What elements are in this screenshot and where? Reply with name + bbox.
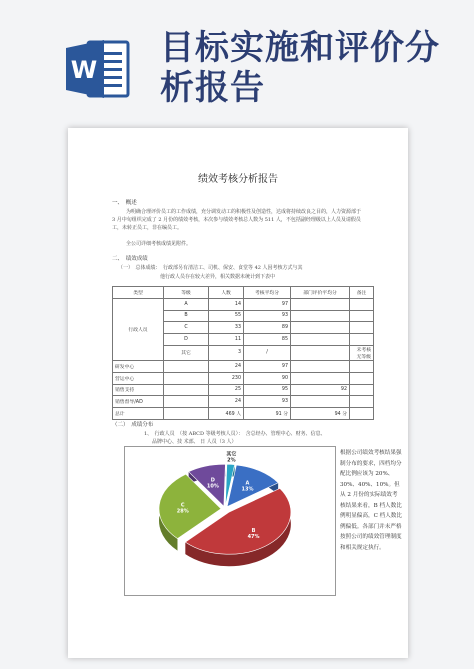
dept-cell	[291, 372, 350, 384]
dept-cell	[291, 334, 350, 346]
score-cell: 85	[244, 334, 291, 346]
grade-cell	[164, 396, 209, 408]
col-type: 类型	[113, 287, 164, 299]
document-title: 绩效考核分析报告	[198, 174, 278, 185]
score-cell: 97	[244, 360, 291, 372]
pie-chart	[125, 447, 335, 595]
note-cell	[350, 396, 374, 408]
score-cell: /	[244, 345, 291, 360]
type-cell: 研发中心	[113, 360, 164, 372]
dept-cell	[291, 396, 350, 408]
distribution-heading: （二） 成绩分布	[112, 422, 154, 428]
note-cell: 未考核无等级	[350, 345, 374, 360]
dept-cell	[291, 360, 350, 372]
grade-cell: A	[164, 298, 209, 310]
count-cell: 230	[209, 372, 244, 384]
count-cell: 33	[209, 322, 244, 334]
pie-value-B: 47%	[247, 534, 260, 541]
count-cell: 11	[209, 334, 244, 346]
type-cell: 营运中心	[113, 372, 164, 384]
section2-heading: 二、 绩效成绩	[112, 256, 148, 262]
count-cell: 469 人	[209, 408, 244, 420]
grade-cell: B	[164, 310, 209, 322]
table-total-row	[113, 408, 374, 420]
pie-chart-frame	[124, 446, 336, 596]
pie-label-C: C	[180, 502, 185, 509]
type-cell: 销售督导/AD	[113, 396, 164, 408]
document-page	[68, 128, 408, 658]
section1-note: 全公司详细考核成绩见附件。	[126, 241, 192, 247]
pie-label-A: A	[245, 480, 250, 487]
section1-heading: 一、 概述	[112, 200, 137, 206]
col-note: 备注	[350, 287, 374, 299]
table-row	[113, 360, 374, 372]
pie-value-C: 28%	[176, 508, 189, 515]
grade-cell	[164, 384, 209, 396]
note-cell	[350, 298, 374, 310]
note-cell	[350, 384, 374, 396]
type-cell: 销售支持	[113, 384, 164, 396]
grade-cell: C	[164, 322, 209, 334]
note-cell	[350, 408, 374, 420]
col-grade: 等级	[164, 287, 209, 299]
grade-cell	[164, 360, 209, 372]
pie-label-B: B	[251, 528, 256, 535]
count-cell: 24	[209, 396, 244, 408]
dept-cell	[291, 345, 350, 360]
dept-cell	[291, 322, 350, 334]
grade-cell: D	[164, 334, 209, 346]
pie-value-A: 13%	[241, 486, 254, 493]
dept-cell: 94 分	[291, 408, 350, 420]
overall-line1: （一） 总体成绩： 行政部另有清洁工、司机、保安、食堂等 42 人因考核方式与其	[118, 265, 303, 271]
col-count: 人数	[209, 287, 244, 299]
dept-cell	[291, 310, 350, 322]
table-row	[113, 384, 374, 396]
dept-cell: 92	[291, 384, 350, 396]
section1-paragraph: 为明确合理评价员工的工作成绩，充分调发动工的积极性及创造性，达成将持续改良之目的，人力资源部于 3 月中旬组织完成了 2 月份的绩效考核，本次参与绩效考核总人数为 511 人，不包括副经理级以上人员及请假员工，未转正员工，非在编员工。	[112, 209, 362, 231]
score-cell: 89	[244, 322, 291, 334]
note-cell	[350, 360, 374, 372]
table-row	[113, 298, 374, 310]
score-cell: 93	[244, 310, 291, 322]
col-score: 考核平均分	[244, 287, 291, 299]
col-dept-score: 部门评价平均分	[291, 287, 350, 299]
pie-label-其它: 其它	[226, 451, 237, 458]
group-label: 行政人员	[113, 298, 164, 360]
note-cell	[350, 372, 374, 384]
score-cell: 97	[244, 298, 291, 310]
count-cell: 14	[209, 298, 244, 310]
count-cell: 55	[209, 310, 244, 322]
word-document-icon	[64, 36, 130, 102]
type-cell: 总计	[113, 408, 164, 420]
distribution-line2: 品牌中心、技 术部、 日 人员（3 人）	[152, 439, 237, 445]
table-row	[113, 372, 374, 384]
overall-line2: 他行政人员存在较大差异，相关数据未统计到下表中	[160, 274, 276, 280]
dept-cell	[291, 298, 350, 310]
table-header-row	[113, 287, 374, 299]
page-title: 目标实施和评价分析报告	[160, 28, 440, 108]
pie-label-D: D	[210, 477, 215, 484]
pie-value-其它: 2%	[227, 457, 236, 464]
pie-value-D: 10%	[206, 483, 219, 490]
analysis-text: 根据公司绩效考核结果强制分布的要求，四档均分配比例应该为 20%、30%、40%、10%。但从 2 月份的实际绩效考核结果来看，B 档人数比例明显偏高，C 档人数比例偏低。各部门并未严格按照公司的绩效管理制度和相关规定执行。	[340, 450, 402, 551]
count-cell: 24	[209, 360, 244, 372]
note-cell	[350, 310, 374, 322]
note-cell	[350, 322, 374, 334]
score-cell: 95	[244, 384, 291, 396]
table-row	[113, 396, 374, 408]
distribution-line1: 1、 行政人员 （按 ABCD 等级考核人员）： 含总经办、管理中心、财务、信息、	[144, 431, 326, 437]
note-cell	[350, 334, 374, 346]
performance-table	[112, 286, 374, 420]
score-cell: 93	[244, 396, 291, 408]
score-cell: 91 分	[244, 408, 291, 420]
count-cell: 3	[209, 345, 244, 360]
count-cell: 25	[209, 384, 244, 396]
grade-cell: 其它	[164, 345, 209, 360]
grade-cell	[164, 372, 209, 384]
word-letter: W	[70, 56, 98, 84]
grade-cell	[164, 408, 209, 420]
score-cell: 90	[244, 372, 291, 384]
